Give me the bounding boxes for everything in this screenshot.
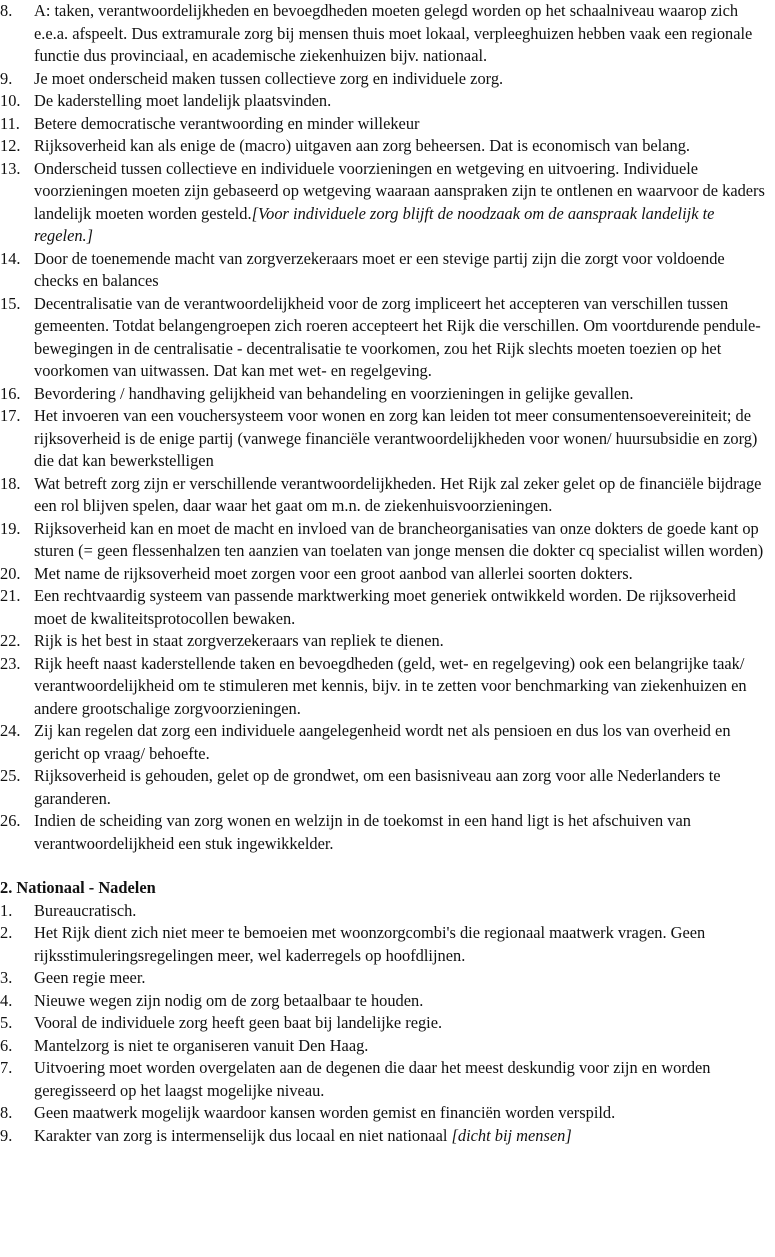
list-item [0, 765, 771, 810]
item-text: Zij kan regelen dat zorg een individuele aangelegenheid wordt net als pensioen en dus los van overheid en gericht op vraag/ behoefte. [34, 721, 731, 763]
item-number: 14. [0, 248, 21, 268]
list-item [0, 990, 771, 1013]
item-text: Bureaucratisch. [34, 900, 137, 920]
item-text-block [34, 810, 771, 855]
list-item [0, 0, 771, 68]
item-text-block [34, 630, 771, 653]
list-item [0, 135, 771, 158]
item-text: Decentralisatie van de verantwoordelijkheid voor de zorg impliceert het accepteren van verschillen tussen gemeenten. Totdat belangengroepen zich roeren accepteert het Rijk die verschillen. Om voortdurende pendule- bewegingen in de centralisatie - decentralisatie te voorkomen, zou het Rijk slechts moeten toezien op het voorkomen van uitwassen. Dat kan met wet- en regelgeving. [34, 293, 761, 380]
item-text: Indien de scheiding van zorg wonen en welzijn in de toekomst in een hand ligt is het afschuiven van verantwoordelijkheid een stuk ingewikkelder. [34, 811, 691, 853]
list-item [0, 473, 771, 518]
item-text: Geen maatwerk mogelijk waardoor kansen worden gemist en financiën worden verspild. [34, 1103, 616, 1122]
item-text: Wat betreft zorg zijn er verschillende verantwoordelijkheden. Het Rijk zal zeker gelet op de financiële bijdrage een rol blijven spelen, daar waar het gaat om m.n. de ziekenhuisvoorzieningen. [34, 473, 762, 515]
item-text: Je moet onderscheid maken tussen collectieve zorg en individuele zorg. [34, 68, 504, 88]
item-text-block [34, 1035, 771, 1058]
item-text-block [34, 1102, 771, 1125]
item-text: Rijksoverheid is gehouden, gelet op de grondwet, om een basisniveau aan zorg voor alle Nederlanders te garanderen. [34, 766, 721, 808]
item-number: 15. [0, 293, 21, 313]
list-item [0, 1057, 771, 1102]
item-text-block [34, 922, 771, 967]
item-text: Geen regie meer. [34, 968, 146, 987]
item-number: 13. [0, 158, 21, 178]
list-item [0, 113, 771, 136]
item-number: 7. [0, 1058, 13, 1077]
item-number: 1. [0, 900, 13, 920]
item-text: Rijksoverheid kan en moet de macht en invloed van de brancheorganisaties van onze dokters de goede kant op sturen (= geen flessenhalzen ten aanzien van toelaten van jonge mensen die dokter cq specialist willen worden) [34, 518, 764, 560]
item-text-block [34, 113, 771, 136]
item-text: Uitvoering moet worden overgelaten aan de degenen die daar het meest deskundig voor zijn en worden geregisseerd op het laagst mogelijke niveau. [34, 1058, 711, 1100]
item-text: Bevordering / handhaving gelijkheid van behandeling en voorzieningen in gelijke gevallen. [34, 383, 634, 403]
item-text-block [34, 653, 771, 721]
list-item [0, 1125, 771, 1148]
list-item [0, 1012, 771, 1035]
item-text-block [34, 585, 771, 630]
list-item [0, 248, 771, 293]
list-item [0, 810, 771, 855]
item-number: 22. [0, 631, 21, 650]
item-text: De kaderstelling moet landelijk plaatsvinden. [34, 91, 332, 110]
item-number: 18. [0, 473, 21, 493]
item-number: 23. [0, 653, 21, 673]
item-number: 17. [0, 406, 21, 425]
item-text-block [34, 248, 771, 293]
list-item [0, 90, 771, 113]
list-item [0, 585, 771, 630]
item-number: 2. [0, 923, 13, 942]
list-item [0, 405, 771, 473]
item-text-block [34, 383, 771, 406]
item-text: Door de toenemende macht van zorgverzekeraars moet er een stevige partij zijn die zorgt voor voldoende checks en balances [34, 248, 725, 290]
item-text: Rijk is het best in staat zorgverzekeraars van repliek te dienen. [34, 631, 444, 650]
item-number: 25. [0, 766, 21, 785]
item-text-block [34, 158, 771, 248]
list-item [0, 653, 771, 721]
item-text-block [34, 967, 771, 990]
item-text: A: taken, verantwoordelijkheden en bevoegdheden moeten gelegd worden op het schaalniveau waarop zich e.e.a. afspeelt. Dus extramurale zorg bij mensen thuis moet lokaal, verpleeghuizen hebben vaak een regionale functie dus provinciaal, en academische ziekenhuizen bijv. nationaal. [34, 1, 753, 65]
item-number: 24. [0, 721, 21, 740]
item-text-block [34, 1125, 771, 1148]
item-text: Met name de rijksoverheid moet zorgen voor een groot aanbod van allerlei soorten dokters. [34, 563, 633, 583]
item-text: Nieuwe wegen zijn nodig om de zorg betaalbaar te houden. [34, 990, 424, 1010]
item-text-block [34, 900, 771, 923]
list-item [0, 68, 771, 91]
item-text: Het Rijk dient zich niet meer te bemoeien met woonzorgcombi's die regionaal maatwerk vragen. Geen rijksstimuleringsregelingen meer, wel kaderregels op hoofdlijnen. [34, 923, 706, 965]
item-number: 3. [0, 968, 13, 987]
list-item [0, 1035, 771, 1058]
item-text-block [34, 765, 771, 810]
item-number: 19. [0, 518, 21, 538]
item-text: Karakter van zorg is intermenselijk dus locaal en niet nationaal [34, 1125, 452, 1145]
section-heading: 2. Nationaal - Nadelen [0, 878, 156, 897]
list-item [0, 383, 771, 406]
list-item [0, 922, 771, 967]
item-number: 21. [0, 586, 21, 605]
item-text-block [34, 990, 771, 1013]
item-text: Rijksoverheid kan als enige de (macro) uitgaven aan zorg beheersen. Dat is economisch van belang. [34, 136, 691, 155]
item-number: 11. [0, 113, 20, 133]
list-item [0, 518, 771, 563]
item-number: 16. [0, 383, 21, 403]
list-item [0, 720, 771, 765]
item-number: 26. [0, 811, 21, 830]
item-text-block [34, 563, 771, 586]
item-number: 9. [0, 1125, 13, 1145]
item-text: Betere democratische verantwoording en minder willekeur [34, 113, 420, 133]
disadvantages-list [0, 900, 771, 1148]
item-number: 6. [0, 1035, 13, 1055]
list-item [0, 293, 771, 383]
item-text-block [34, 68, 771, 91]
item-text-block [34, 1012, 771, 1035]
item-text-block [34, 473, 771, 518]
item-number: 8. [0, 1103, 13, 1122]
item-text-block [34, 518, 771, 563]
item-text-block [34, 90, 771, 113]
item-text-block [34, 293, 771, 383]
item-number: 9. [0, 68, 13, 88]
item-text: Onderscheid tussen collectieve en individuele voorzieningen en wetgeving en uitvoering. Individuele voorzieningen moeten zijn gebaseerd op wetgeving waaraan aanspraken zijn te ontlenen en waarvoor de kaders landelijk moeten worden gesteld. [34, 158, 765, 223]
item-number: 4. [0, 990, 13, 1010]
list-item [0, 630, 771, 653]
item-number: 8. [0, 1, 13, 20]
item-text: Mantelzorg is niet te organiseren vanuit Den Haag. [34, 1035, 369, 1055]
item-text-block [34, 405, 771, 473]
item-number: 10. [0, 91, 21, 110]
list-item [0, 158, 771, 248]
item-text: Een rechtvaardig systeem van passende marktwerking moet generiek ontwikkeld worden. De rijksoverheid moet de kwaliteitsprotocollen bewaken. [34, 586, 736, 628]
item-number: 5. [0, 1013, 13, 1032]
item-text-block [34, 1057, 771, 1102]
item-text-block [34, 720, 771, 765]
item-text: Vooral de individuele zorg heeft geen baat bij landelijke regie. [34, 1013, 443, 1032]
list-item [0, 900, 771, 923]
item-number: 12. [0, 136, 21, 155]
item-number: 20. [0, 563, 21, 583]
list-item [0, 967, 771, 990]
item-text: Rijk heeft naast kaderstellende taken en bevoegdheden (geld, wet- en regelgeving) ook een belangrijke taak/ verantwoordelijkheid om te stimuleren met kennis, bijv. in te zetten voor benchmarking van ziekenhuizen en andere grootschalige zorgvoorzieningen. [34, 653, 747, 718]
item-note: [Voor individuele zorg blijft de noodzaak om de aanspraak landelijk te regelen.] [34, 203, 715, 245]
item-text: Het invoeren van een vouchersysteem voor wonen en zorg kan leiden tot meer consumentensoevereiniteit; de rijksoverheid is de enige partij (vanwege financiële verantwoordelijkheden voor wonen/ huursubsidie en zorg) die dat kan bewerkstelligen [34, 406, 758, 470]
item-note: [dicht bij mensen] [451, 1125, 572, 1145]
item-text-block [34, 135, 771, 158]
list-item [0, 1102, 771, 1125]
list-item [0, 563, 771, 586]
item-text-block [34, 0, 771, 68]
